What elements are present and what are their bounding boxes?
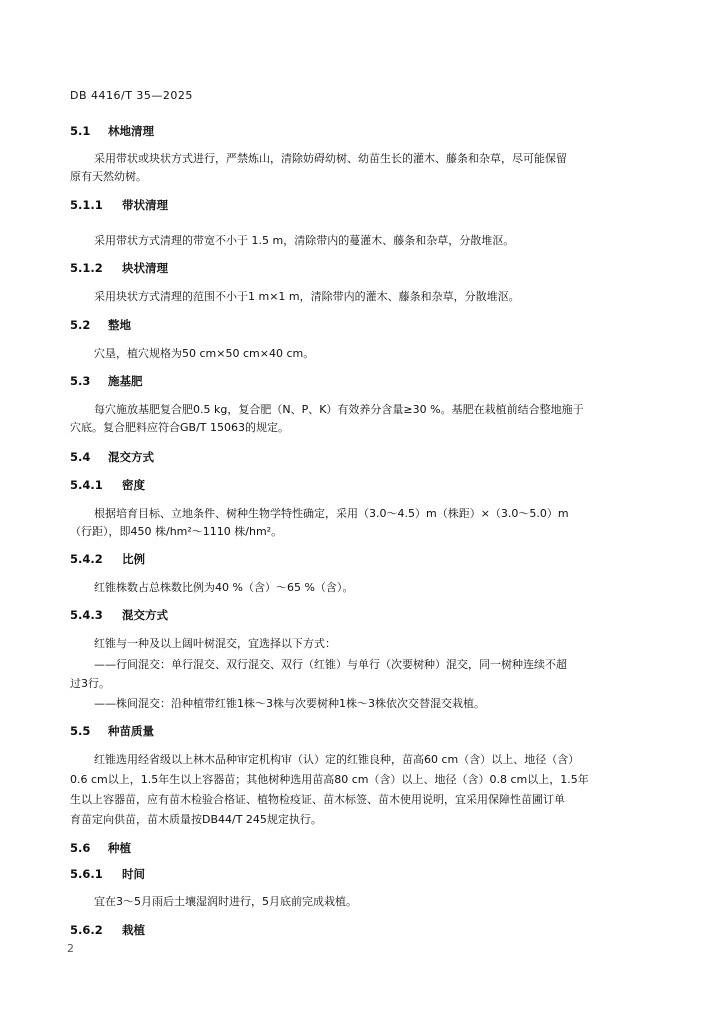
list-item: ——株间混交：沿种植带红锥1株～3株与次要树种1株～3株依次交替混交栽植。 (94, 697, 485, 710)
heading-5-6-1 (70, 866, 145, 882)
heading-number: 5.4.2 (70, 552, 103, 566)
paragraph-line: 穴垦，植穴规格为50 cm×50 cm×40 cm。 (94, 347, 315, 360)
heading-number: 5.4 (70, 450, 91, 464)
paragraph-line: 宜在3～5月雨后土壤湿润时进行，5月底前完成栽植。 (94, 895, 357, 908)
paragraph-line: 红锥株数占总株数比例为40 %（含）～65 %（含）。 (94, 581, 354, 594)
paragraph-line: 原有天然幼树。 (70, 170, 147, 183)
list-item-continuation: 过3行。 (70, 677, 110, 690)
heading-5-4-1 (70, 477, 145, 493)
heading-number: 5.5 (70, 724, 91, 738)
paragraph-line: 采用块状方式清理的范围不小于1 m×1 m，清除带内的灌木、藤条和杂草，分散堆沤。 (94, 290, 520, 303)
heading-5-4 (70, 449, 154, 465)
heading-5-5 (70, 723, 154, 739)
heading-5-1-1 (70, 197, 168, 213)
heading-title: 施基肥 (108, 374, 143, 388)
heading-number: 5.1 (70, 124, 91, 138)
heading-number: 5.1.2 (70, 261, 103, 275)
heading-number: 5.6.2 (70, 923, 103, 937)
heading-title: 时间 (122, 867, 145, 881)
heading-number: 5.3 (70, 374, 91, 388)
heading-number: 5.4.1 (70, 478, 103, 492)
heading-title: 种苗质量 (108, 724, 154, 738)
heading-number: 5.1.1 (70, 198, 103, 212)
paragraph-line: 根据培育目标、立地条件、树种生物学特性确定，采用（3.0～4.5）m（株距）×（3.0～5.0）m (94, 507, 569, 520)
paragraph-line: 红锥选用经省级以上林木品种审定机构审（认）定的红锥良种，苗高60 cm（含）以上、地径（含） (94, 753, 580, 766)
heading-5-2 (70, 317, 131, 333)
paragraph-line: 穴底。复合肥料应符合GB/T 15063的规定。 (70, 421, 289, 434)
heading-title: 混交方式 (122, 608, 168, 622)
document-id: DB 4416/T 35—2025 (70, 89, 193, 102)
heading-title: 密度 (122, 478, 145, 492)
heading-title: 比例 (122, 552, 145, 566)
heading-number: 5.6.1 (70, 867, 103, 881)
heading-title: 栽植 (122, 923, 145, 937)
heading-title: 混交方式 (108, 450, 154, 464)
heading-5-1 (70, 123, 154, 139)
paragraph-line: （行距），即450 株/hm²～1110 株/hm²。 (70, 525, 283, 538)
heading-title: 整地 (108, 318, 131, 332)
paragraph-line: 育苗定向供苗，苗木质量按DB44/T 245规定执行。 (70, 813, 322, 826)
page-number: 2 (67, 942, 74, 955)
paragraph-line: 采用带状方式清理的带宽不小于 1.5 m，清除带内的蔓灌木、藤条和杂草，分散堆沤。 (94, 234, 515, 247)
paragraph-line: 0.6 cm以上，1.5年生以上容器苗；其他树种选用苗高80 cm（含）以上、地径（含）0.8 cm以上，1.5年 (70, 773, 589, 786)
list-item: ——行间混交：单行混交、双行混交、双行（红锥）与单行（次要树种）混交，同一树种连续不超 (94, 658, 567, 671)
paragraph-line: 红锥与一种及以上阔叶树混交，宜选择以下方式： (94, 637, 336, 650)
heading-title: 块状清理 (122, 261, 168, 275)
heading-number: 5.6 (70, 841, 91, 855)
heading-5-3 (70, 373, 143, 389)
paragraph-line: 每穴施放基肥复合肥0.5 kg，复合肥（N、P、K）有效养分含量≥30 %。基肥在栽植前结合整地施于 (94, 403, 584, 416)
paragraph-line: 采用带状或块状方式进行，严禁炼山，清除妨碍幼树、幼苗生长的灌木、藤条和杂草，尽可能保留 (94, 152, 567, 165)
heading-5-6-2 (70, 922, 145, 938)
paragraph-line: 生以上容器苗，应有苗木检验合格证、植物检疫证、苗木标签、苗木使用说明，宜采用保障性苗圃订单 (70, 793, 565, 806)
heading-title: 林地清理 (108, 124, 154, 138)
heading-number: 5.4.3 (70, 608, 103, 622)
heading-title: 种植 (108, 841, 131, 855)
heading-5-1-2 (70, 260, 168, 276)
heading-title: 带状清理 (122, 198, 168, 212)
heading-number: 5.2 (70, 318, 91, 332)
heading-5-4-3 (70, 607, 168, 623)
heading-5-4-2 (70, 551, 145, 567)
heading-5-6 (70, 840, 131, 856)
